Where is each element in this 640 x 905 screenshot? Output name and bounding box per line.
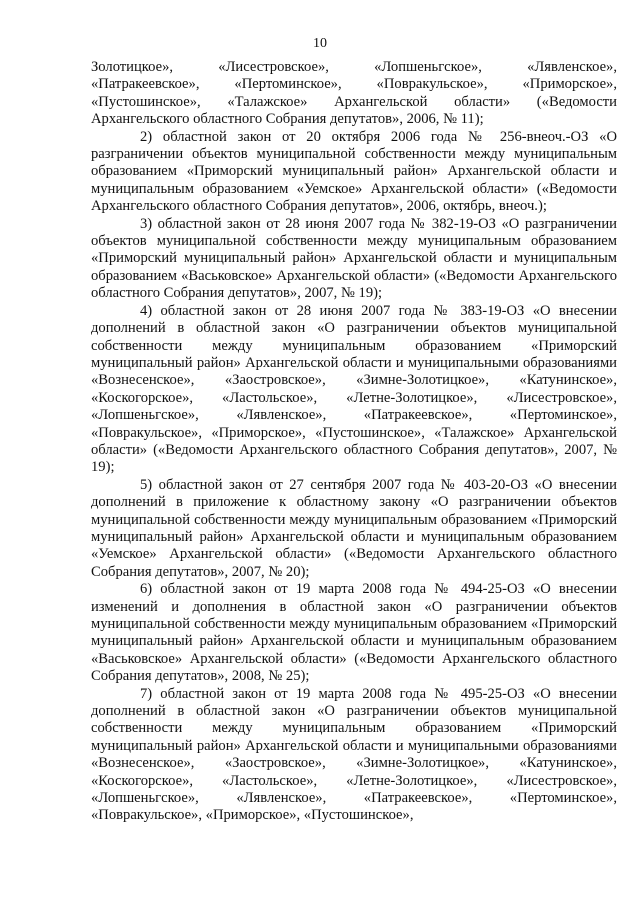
paragraph-item-3: 3) областной закон от 28 июня 2007 года № 382-19-ОЗ «О разграничении объектов муниципальной собственности между муниципальным образованием «Приморский муниципальный район» Архангельской области и муниципальным образованием «Васьковское» Архангельской области» («Ведомости Архангельского областного Собрания депутатов», 2007, № 19); xyxy=(91,215,617,302)
paragraph-continuation: Золотицкое», «Лисестровское», «Лопшеньгское», «Лявленское», «Патракеевское», «Пертоминское», «Повракульское», «Приморское», «Пустошинское», «Талажское» Архангельской области» («Ведомости Архангельского областного Собрания депутатов», 2006, № 11); xyxy=(91,59,617,128)
paragraph-item-5: 5) областной закон от 27 сентября 2007 года № 403-20-ОЗ «О внесении дополнений в приложение к областному закону «О разграничении объектов муниципальной собственности между муниципальным образованием «Приморский муниципальный район» Архангельской области и муниципальным образованием «Уемское» Архангельской области» («Ведомости Архангельского областного Собрания депутатов», 2007, № 20); xyxy=(91,476,617,580)
paragraph-item-4: 4) областной закон от 28 июня 2007 года № 383-19-ОЗ «О внесении дополнений в областной закон «О разграничении объектов муниципальной собственности между муниципальным образованием «Приморский муниципальный район» Архангельской области и муниципальными образованиями «Вознесенское», «Заостровское», «Зимне-Золотицкое», «Катунинское», «Коскогорское», «Ластольское», «Летне-Золотицкое», «Лисестровское», «Лопшеньгское», «Лявленское», «Патракеевское», «Пертоминское», «Повракульское», «Приморское», «Пустошинское», «Талажское» Архангельской области» («Ведомости Архангельского областного Собрания депутатов», 2007, № 19); xyxy=(91,302,617,476)
paragraph-item-7: 7) областной закон от 19 марта 2008 года № 495-25-ОЗ «О внесении дополнений в областной закон «О разграничении объектов муниципальной собственности между муниципальным образованием «Приморский муниципальный район» Архангельской области и муниципальными образованиями «Вознесенское», «Заостровское», «Зимне-Золотицкое», «Катунинское», «Коскогорское», «Ластольское», «Летне-Золотицкое», «Лисестровское», «Лопшеньгское», «Лявленское», «Патракеевское», «Пертоминское», «Повракульское», «Приморское», «Пустошинское», xyxy=(91,685,617,824)
page-number: 10 xyxy=(313,36,327,51)
paragraph-item-6: 6) областной закон от 19 марта 2008 года № 494-25-ОЗ «О внесении изменений и дополнения в областной закон «О разграничении объектов муниципальной собственности между муниципальным образованием «Приморский муниципальный район» Архангельской области и муниципальным образованием «Васьковское» Архангельской области» («Ведомости Архангельского областного Собрания депутатов», 2008, № 25); xyxy=(91,581,617,685)
paragraph-item-2: 2) областной закон от 20 октября 2006 года № 256-внеоч.-ОЗ «О разграничении объектов муниципальной собственности между муниципальным образованием «Приморский муниципальный район» Архангельской области и муниципальным образованием «Уемское» Архангельской области» («Ведомости Архангельского областного Собрания депутатов», 2006, октябрь, внеоч.); xyxy=(91,128,617,215)
document-body xyxy=(91,59,617,825)
